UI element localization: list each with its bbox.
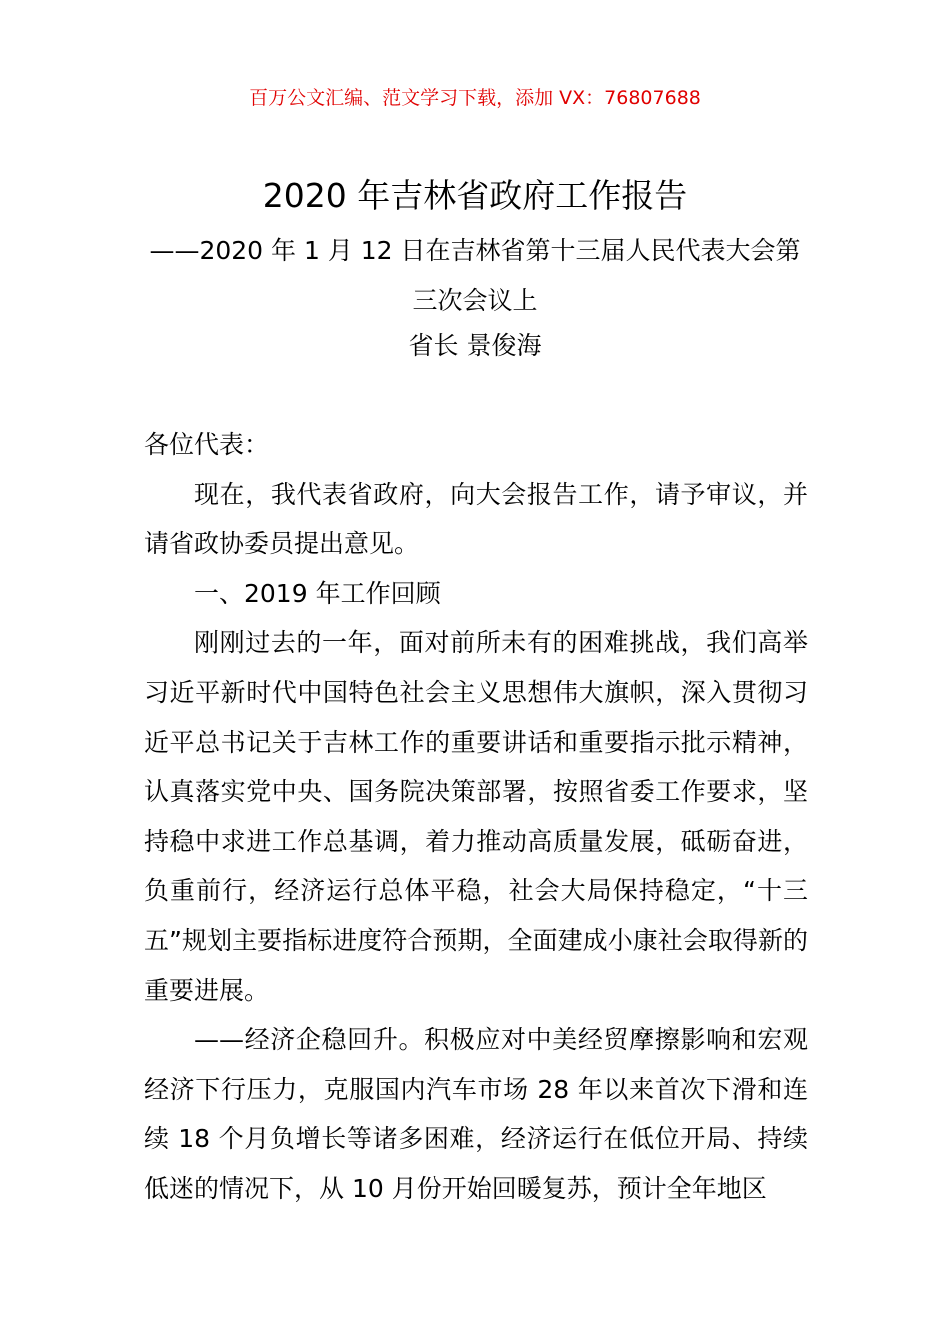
section-heading: 一、2019 年工作回顾 [194,578,441,608]
salutation: 各位代表： [144,430,270,459]
document-body [144,420,808,1214]
intro-paragraph: 现在，我代表省政府，向大会报告工作，请予审议，并请省政协委员提出意见。 [144,479,808,559]
body-paragraph: ——经济企稳回升。积极应对中美经贸摩擦影响和宏观经济下行压力，克服国内汽车市场 28 年以来首次下滑和连续 18 个月负增长等诸多困难，经济运行在低位开局、持续低迷的情况下，从 10 月份开始回暖复苏，预计全年地区 [144,1025,808,1203]
document-author: 省长 景俊海 [408,331,542,360]
document-title: 2020 年吉林省政府工作报告 [262,176,688,215]
promo-banner: 百万公文汇编、范文学习下载，添加 VX：76807688 [249,87,701,109]
body-paragraph: 刚刚过去的一年，面对前所未有的困难挑战，我们高举习近平新时代中国特色社会主义思想伟大旗帜，深入贯彻习近平总书记关于吉林工作的重要讲话和重要指示批示精神，认真落实党中央、国务院决策部署，按照省委工作要求，坚持稳中求进工作总基调，着力推动高质量发展，砥砺奋进，负重前行，经济运行总体平稳，社会大局保持稳定，“十三五”规划主要指标进度符合预期，全面建成小康社会取得新的重要进展。 [144,628,808,1005]
document-subtitle: ——2020 年 1 月 12 日在吉林省第十三届人民代表大会第三次会议上 [149,236,801,315]
